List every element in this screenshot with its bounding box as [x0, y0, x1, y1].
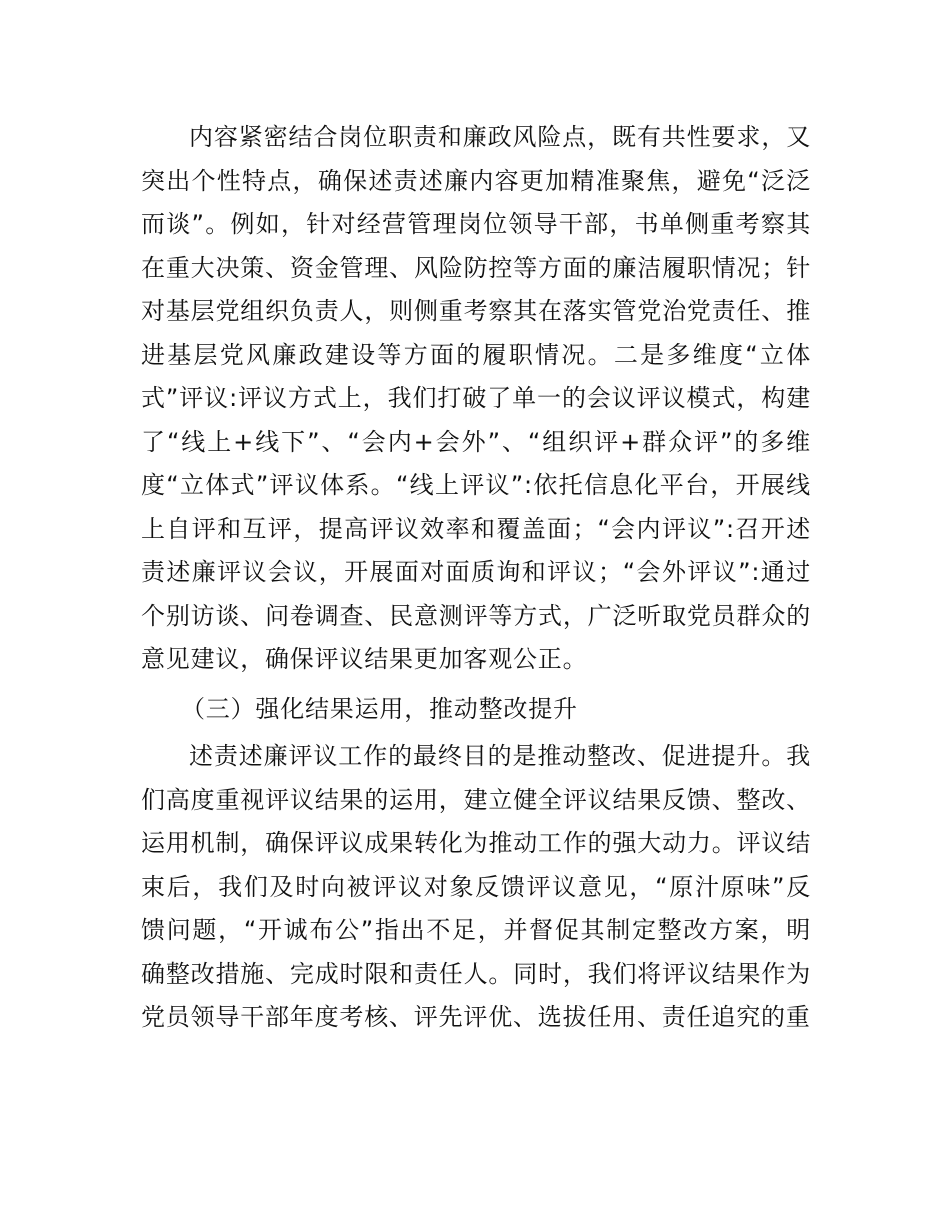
section-heading: （三）强化结果运用，推动整改提升	[181, 694, 578, 723]
body-paragraph-1: 内容紧密结合岗位职责和廉政风险点，既有共性要求，又突出个性特点，确保述责述廉内容更加精准聚焦，避免“泛泛而谈”。例如，针对经营管理岗位领导干部，书单侧重考察其在重大决策、资金管理、风险防控等方面的廉洁履职情况；针对基层党组织负责人，则侧重考察其在落实管党治党责任、推进基层党风廉政建设等方面的履职情况。二是多维度“立体式”评议:评议方式上，我们打破了单一的会议评议模式，构建了“线上+线下”、“会内+会外”、“组织评+群众评”的多维度“立体式”评议体系。“线上评议”:依托信息化平台，开展线上自评和互评，提高评议效率和覆盖面；“会内评议”:召开述责述廉评议会议，开展面对面质询和评议；“会外评议”:通过个别访谈、问卷调查、民意测评等方式，广泛听取党员群众的意见建议，确保评议结果更加客观公正。	[141, 123, 811, 673]
document-body	[141, 116, 811, 1040]
body-paragraph-2: 述责述廉评议工作的最终目的是推动整改、促进提升。我们高度重视评议结果的运用，建立健全评议结果反馈、整改、运用机制，确保评议成果转化为推动工作的强大动力。评议结束后，我们及时向被评议对象反馈评议意见，“原汁原味”反馈问题，“开诚布公”指出不足，并督促其制定整改方案，明确整改措施、完成时限和责任人。同时，我们将评议结果作为党员领导干部年度考核、评先评优、选拔任用、责任追究的重	[141, 742, 811, 1031]
